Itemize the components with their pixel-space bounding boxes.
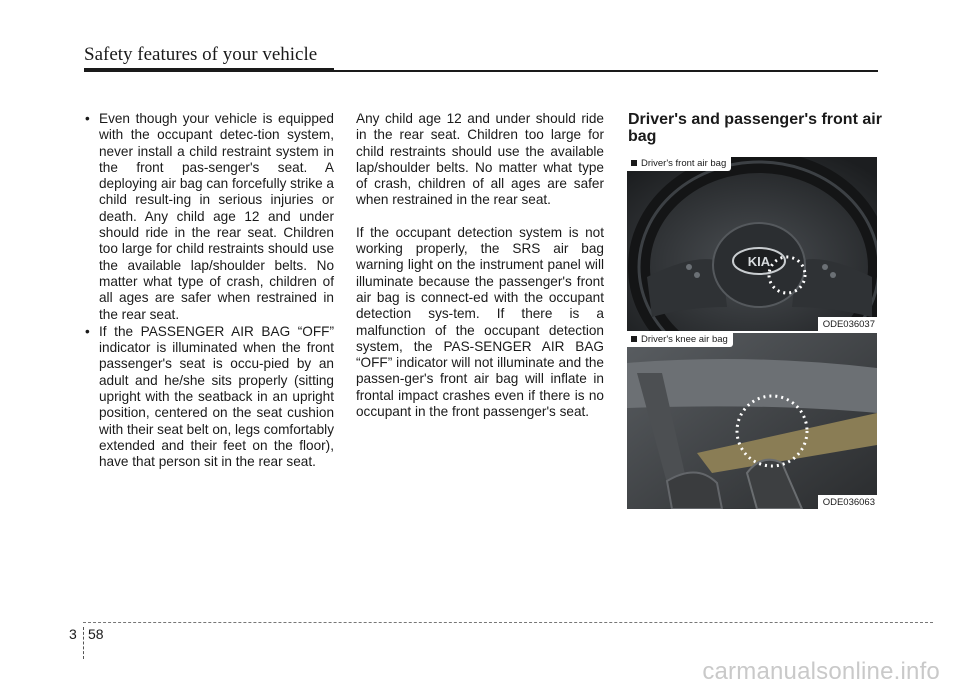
bullet-text: Even though your vehicle is equipped with the occupant detec-tion system, never install a child restraint system in the front pas-senger's seat. A deploying air bag can forcefully strike a child result-ing in serious injuries or death. Any child age 12 and under should ride in the rear seat. Children too large for child restraints should use the available lap/shoulder belts. No matter what type of crash, children of all ages are safer when restrained in the rear seat.: [99, 111, 334, 322]
steering-wheel-icon: [627, 157, 877, 331]
section-heading: Driver's and passenger's front air bag: [628, 111, 882, 145]
knee-airbag-photo: [627, 331, 877, 509]
bullet-dot-icon: •: [85, 111, 90, 126]
header-rule-thick: [84, 68, 334, 72]
square-bullet-icon: [631, 336, 637, 342]
bullet-item: [84, 324, 334, 471]
square-bullet-icon: [631, 160, 637, 166]
header-rule-thin: [334, 70, 878, 72]
bullet-dot-icon: •: [85, 323, 90, 339]
bullet-item: [84, 111, 334, 323]
knee-airbag-icon: [627, 333, 877, 509]
column-2: [356, 111, 604, 436]
figure-code: ODE036063: [818, 495, 877, 509]
watermark: carmanualsonline.info: [702, 658, 940, 685]
svg-text:KIA: KIA: [747, 254, 771, 269]
figure-caption: Driver's knee air bag: [627, 333, 733, 347]
column-1: [84, 111, 334, 472]
figure-caption: Driver's front air bag: [627, 157, 731, 171]
chapter-number: 3: [69, 626, 77, 642]
page-number: 58: [88, 626, 104, 642]
paragraph: If the occupant detection system is not working properly, the SRS air bag warning light on the instrument panel will illuminate because the passenger's front air bag is connect-ed with the occupant detection sys-tem. If there is a malfunction of the occupant detection system, the PAS-SENGER AIR BAG “OFF” indicator will not illuminate and the passen-ger's front air bag will inflate in frontal impact crashes even if there is no occupant in the front passenger's seat.: [356, 224, 604, 420]
steering-wheel-photo: [627, 157, 877, 331]
footer-divider: [83, 627, 84, 659]
footer-rule: [83, 622, 933, 623]
page-header-title: Safety features of your vehicle: [84, 44, 318, 65]
paragraph: Any child age 12 and under should ride in the rear seat. Children too large for child restraints should use the available lap/shoulder belts. No matter what type of crash, children of all ages are safer when restrained in the rear seat.: [356, 111, 604, 208]
figure-code: ODE036037: [818, 317, 877, 331]
bullet-text: If the PASSENGER AIR BAG “OFF” indicator is illuminated when the front passenger's seat is occu-pied by an adult and he/she sits properly (sitting upright with the seatback in an upright position, centered on the seat cushion with their seat belt on, legs comfortably extended and their feet on the floor), have that person sit in the rear seat.: [99, 323, 334, 470]
